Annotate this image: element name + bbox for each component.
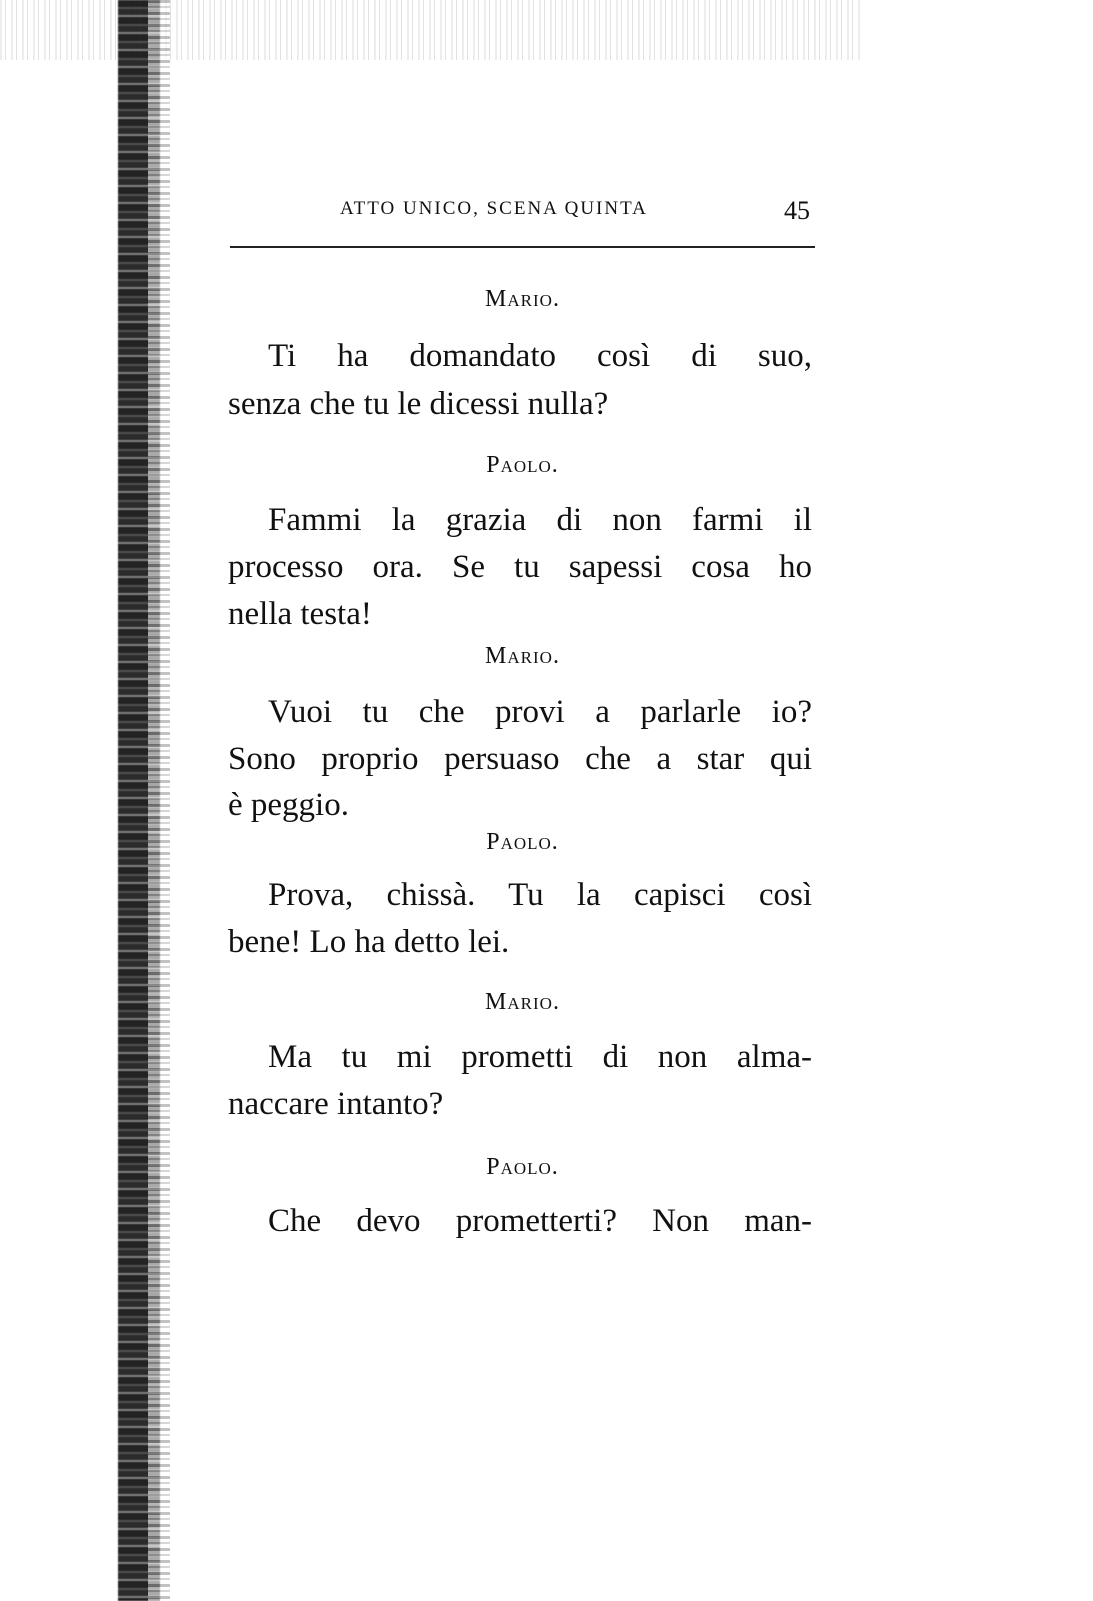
- text-line: nella testa!: [228, 596, 372, 632]
- speaker-name: Paolo.: [486, 452, 559, 478]
- text-line: Che devo prometterti? Non man-: [268, 1203, 812, 1239]
- page-number: 45: [784, 196, 810, 225]
- text-line: senza che tu le dicessi nulla?: [228, 386, 609, 422]
- text-line: naccare intanto?: [228, 1086, 444, 1122]
- speaker-name: Mario.: [485, 643, 560, 669]
- text-line: Ti ha domandato così di suo,: [268, 338, 812, 374]
- text-line: Sono proprio persuaso che a star qui: [228, 741, 812, 777]
- text-line: Fammi la grazia di non farmi il: [268, 502, 812, 538]
- running-title: ATTO UNICO, SCENA QUINTA: [340, 198, 648, 219]
- speaker-name: Paolo.: [486, 829, 559, 855]
- header-rule: [230, 246, 815, 248]
- text-line: Vuoi tu che provi a parlarle io?: [268, 694, 812, 730]
- speaker-name: Mario.: [485, 989, 560, 1015]
- text-line: Prova, chissà. Tu la capisci così: [268, 877, 812, 913]
- text-line: processo ora. Se tu sapessi cosa ho: [228, 549, 812, 585]
- speaker-name: Mario.: [485, 286, 560, 312]
- text-line: è peggio.: [228, 787, 349, 823]
- text-line: bene! Lo ha detto lei.: [228, 924, 510, 960]
- text-line: Ma tu mi prometti di non alma-: [268, 1039, 812, 1075]
- speaker-name: Paolo.: [486, 1154, 559, 1180]
- page-binding-shadow: [148, 0, 170, 1601]
